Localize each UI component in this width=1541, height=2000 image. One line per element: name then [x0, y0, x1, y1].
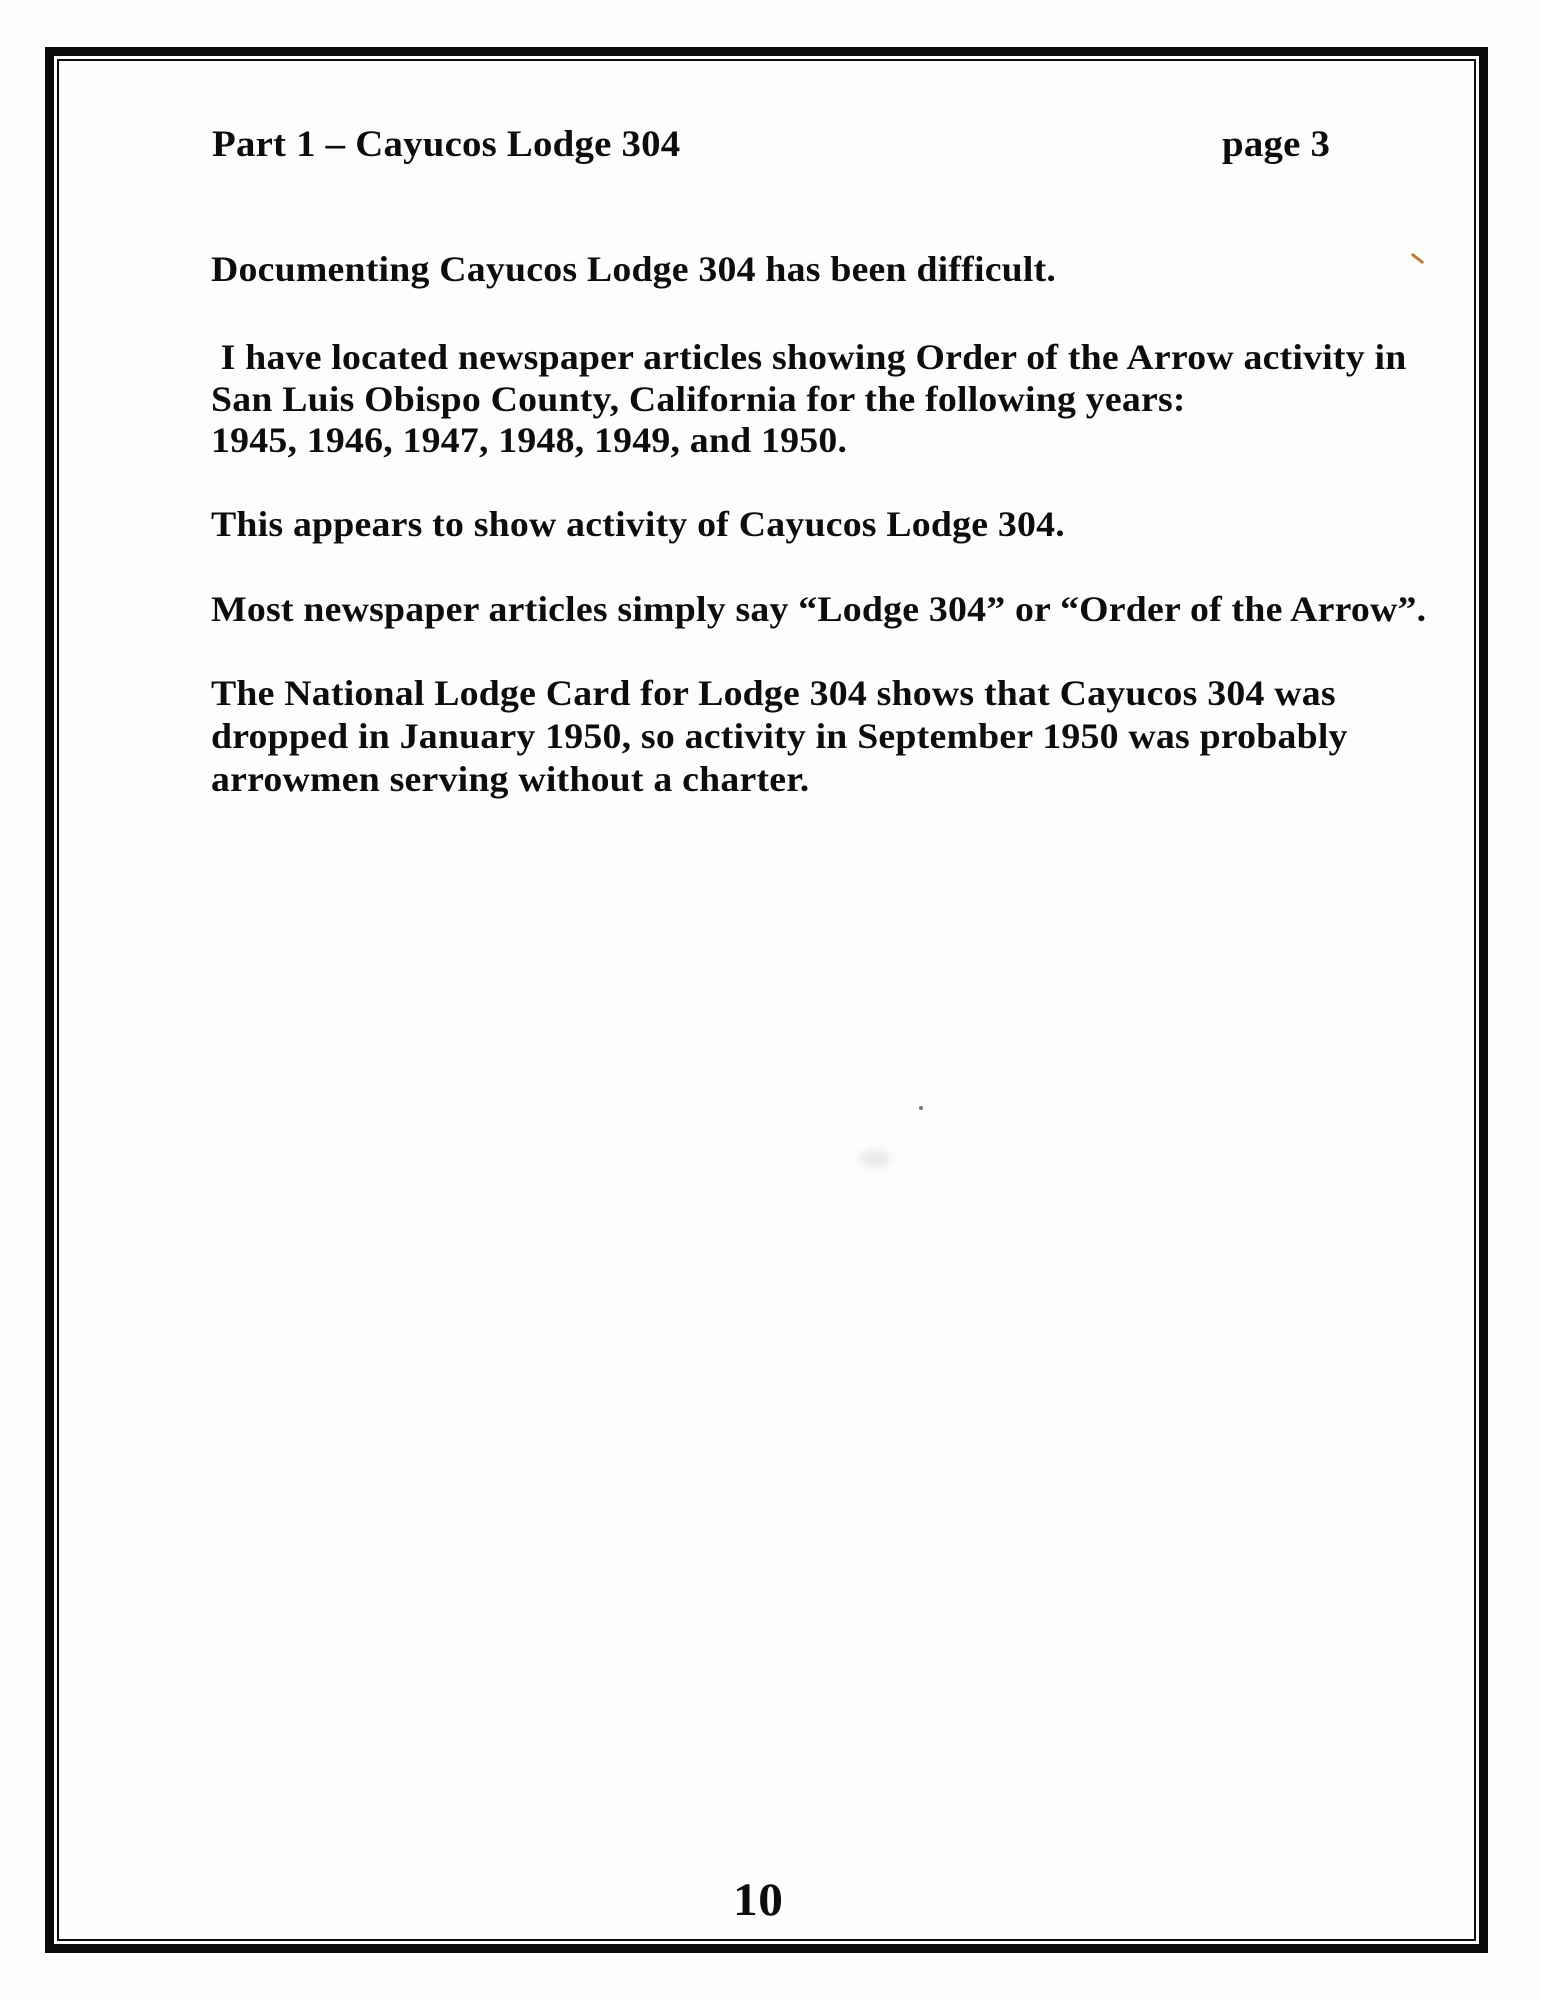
paragraph-line: This appears to show activity of Cayucos Lodge 304. — [211, 504, 1065, 544]
paragraph-line: I have located newspaper articles showing Order of the Arrow activity in — [211, 337, 1407, 377]
paragraph-line: San Luis Obispo County, California for the following years: — [211, 379, 1186, 419]
paragraph-line: The National Lodge Card for Lodge 304 shows that Cayucos 304 was — [211, 673, 1336, 713]
paragraph-line: Most newspaper articles simply say “Lodge 304” or “Order of the Arrow”. — [211, 589, 1427, 629]
footer-page-number: 10 — [733, 1874, 784, 1926]
page-border-outer — [45, 47, 1488, 1953]
document-header-title: Part 1 – Cayucos Lodge 304 — [212, 124, 681, 165]
paragraph-line: 1945, 1946, 1947, 1948, 1949, and 1950. — [211, 420, 848, 460]
scan-artifact-dot — [919, 1106, 923, 1110]
paragraph-line: dropped in January 1950, so activity in September 1950 was probably — [211, 716, 1348, 756]
document-header-page-label: page 3 — [1222, 124, 1331, 165]
scan-artifact-smudge — [860, 1150, 890, 1168]
paragraph-line: Documenting Cayucos Lodge 304 has been difficult. — [211, 249, 1057, 289]
paragraph-line: arrowmen serving without a charter. — [211, 759, 810, 799]
